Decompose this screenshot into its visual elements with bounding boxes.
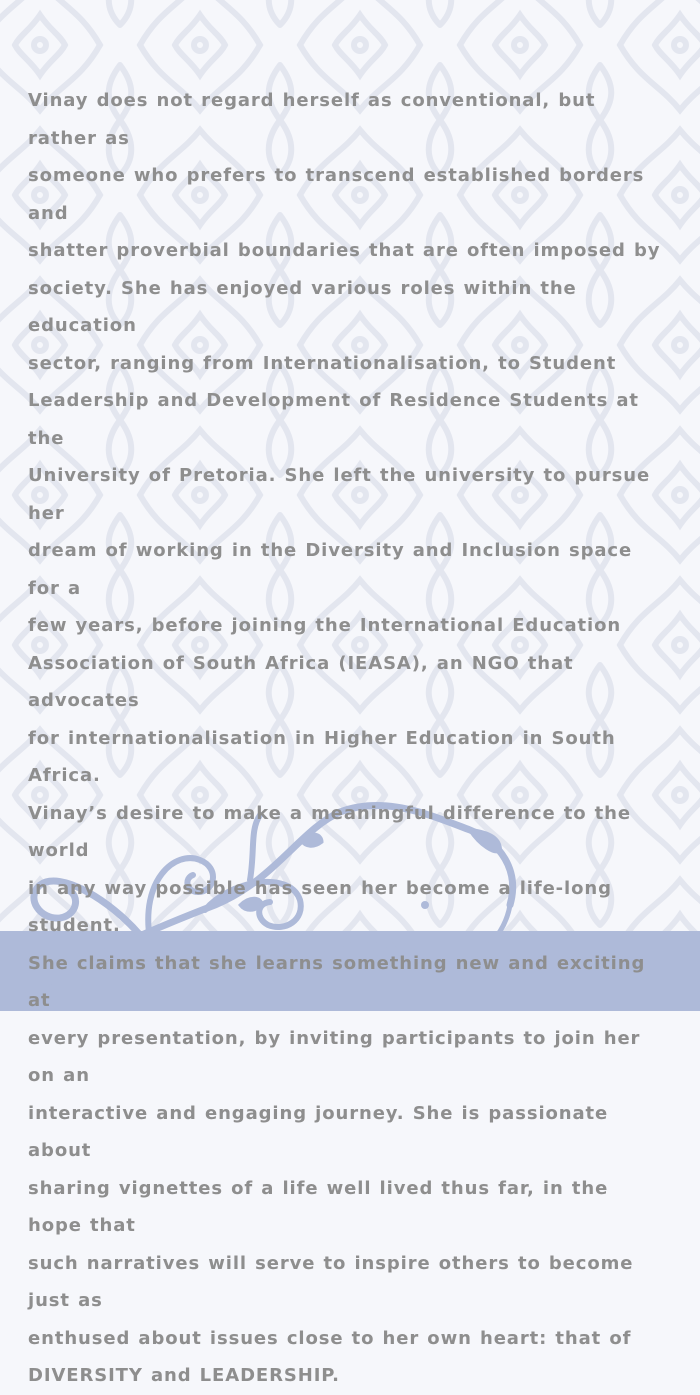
bio-line: few years, before joining the International Education	[28, 615, 622, 636]
bio-line: University of Pretoria. She left the university to pursue her	[28, 465, 651, 524]
bio-line: interactive and engaging journey. She is passionate about	[28, 1102, 609, 1161]
bio-line: someone who prefers to transcend established borders and	[28, 165, 645, 224]
bio-line: She claims that she learns something new and exciting at	[28, 952, 646, 1011]
bio-line: such narratives will serve to inspire others to become just as	[28, 1252, 634, 1311]
bio-line: for internationalisation in Higher Education in South Africa.	[28, 727, 616, 786]
bio-line: every presentation, by inviting participants to join her on an	[28, 1027, 641, 1086]
bio-line: Vinay’s desire to make a meaningful difference to the world	[28, 802, 631, 861]
bio-line: shatter proverbial boundaries that are often imposed by	[28, 240, 661, 261]
bio-line: in any way possible has seen her become a life-long student.	[28, 877, 612, 936]
bio-line: sharing vignettes of a life well lived thus far, in the hope that	[28, 1177, 609, 1236]
bio-line: Vinay does not regard herself as conventional, but rather as	[28, 90, 596, 149]
bio-line: society. She has enjoyed various roles within the education	[28, 277, 577, 336]
bio-text	[28, 82, 668, 1395]
bio-line: Leadership and Development of Residence Students at the	[28, 390, 639, 449]
bio-line: Association of South Africa (IEASA), an NGO that advocates	[28, 652, 574, 711]
bio-line: sector, ranging from Internationalisation, to Student	[28, 352, 617, 374]
bio-line: dream of working in the Diversity and Inclusion space for a	[28, 540, 633, 599]
bio-line: DIVERSITY and LEADERSHIP.	[28, 1365, 340, 1386]
bio-line: enthused about issues close to her own heart: that of	[28, 1327, 632, 1349]
